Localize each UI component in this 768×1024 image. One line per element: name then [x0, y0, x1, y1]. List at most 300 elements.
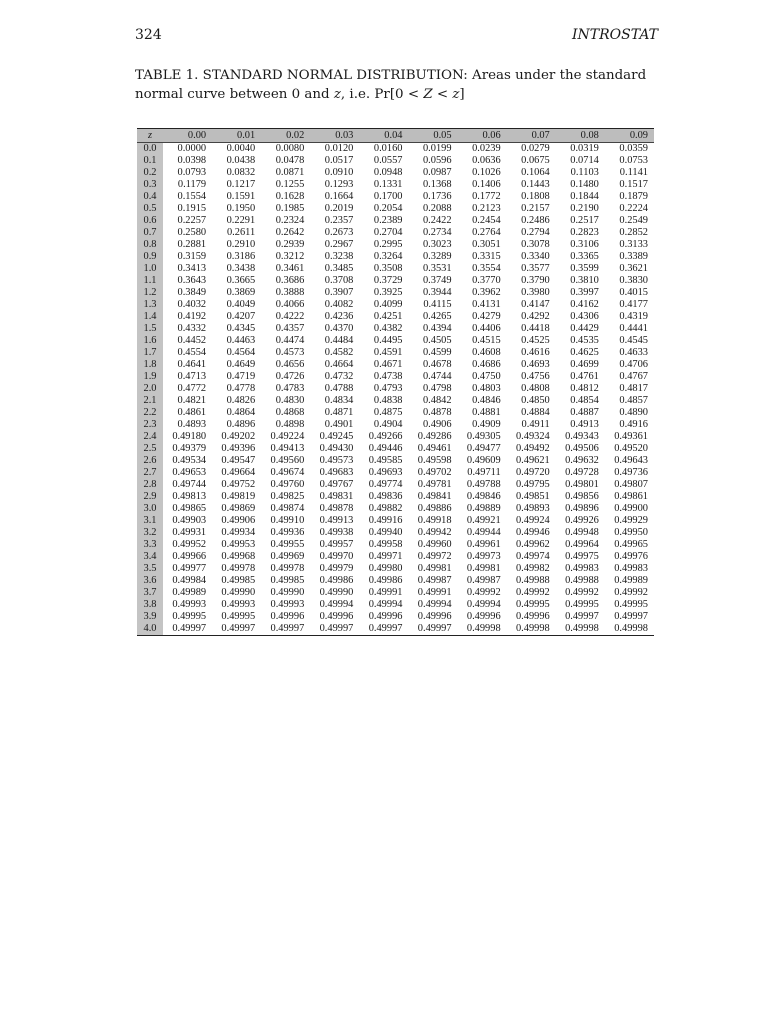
area-cell: 0.49992 [466, 587, 501, 598]
area-cell: 0.0987 [422, 167, 452, 178]
area-cell: 0.3508 [373, 263, 403, 274]
area-cell: 0.49970 [319, 551, 354, 562]
area-cell: 0.4484 [324, 335, 354, 346]
area-cell: 0.49995 [221, 611, 256, 622]
area-cell: 0.49990 [221, 587, 256, 598]
area-cell: 0.3643 [177, 275, 207, 286]
area-cell: 0.4625 [570, 347, 599, 358]
area-cell: 0.3554 [472, 263, 501, 274]
area-cell: 0.4857 [619, 395, 648, 406]
area-cell: 0.49977 [172, 563, 207, 574]
column-header: 0.07 [507, 129, 556, 143]
table-row [137, 299, 654, 311]
area-cell: 0.49997 [163, 623, 212, 636]
area-cell: 0.1064 [521, 167, 550, 178]
area-cell: 0.4699 [570, 359, 599, 370]
z-value-cell: 2.0 [137, 383, 163, 395]
area-cell: 0.4357 [275, 323, 305, 334]
area-cell: 0.49990 [319, 587, 354, 598]
area-cell: 0.2910 [226, 239, 256, 250]
running-title: INTROSTAT [572, 27, 658, 43]
area-cell: 0.49343 [565, 431, 599, 442]
z-value-cell: 0.4 [137, 191, 163, 203]
table-caption [135, 66, 660, 104]
area-cell: 0.49988 [515, 575, 550, 586]
table-row [137, 347, 654, 359]
z-value-cell: 3.1 [137, 515, 163, 527]
z-value-cell: 3.2 [137, 527, 163, 539]
column-header: 0.04 [359, 129, 408, 143]
area-cell: 0.49878 [319, 503, 354, 514]
table-row [137, 395, 654, 407]
area-cell: 0.4382 [373, 323, 403, 334]
table-header-row [137, 129, 654, 143]
z-value-cell: 3.8 [137, 599, 163, 611]
area-cell: 0.2549 [619, 215, 648, 226]
table-row [137, 431, 654, 443]
area-cell: 0.49981 [466, 563, 501, 574]
area-cell: 0.4207 [226, 311, 256, 322]
area-cell: 0.4525 [521, 335, 550, 346]
area-cell: 0.4788 [324, 383, 354, 394]
area-cell: 0.49900 [614, 503, 648, 514]
z-value-cell: 1.1 [137, 275, 163, 287]
area-cell: 0.49992 [565, 587, 599, 598]
area-cell: 0.4864 [226, 407, 256, 418]
area-cell: 0.49752 [221, 479, 256, 490]
table-row [137, 491, 654, 503]
table-row [137, 311, 654, 323]
area-cell: 0.2454 [472, 215, 501, 226]
area-cell: 0.4582 [324, 347, 354, 358]
column-header: 0.06 [458, 129, 507, 143]
area-cell: 0.4015 [619, 287, 648, 298]
area-cell: 0.0714 [570, 155, 599, 166]
area-cell: 0.2157 [521, 203, 550, 214]
area-cell: 0.49995 [515, 599, 550, 610]
area-cell: 0.49825 [270, 491, 305, 502]
area-cell: 0.49936 [270, 527, 305, 538]
area-cell: 0.1141 [619, 167, 648, 178]
z-value-cell: 1.5 [137, 323, 163, 335]
area-cell: 0.0871 [275, 167, 305, 178]
table-row [137, 215, 654, 227]
area-cell: 0.49990 [270, 587, 305, 598]
area-cell: 0.4713 [177, 371, 207, 382]
area-cell: 0.4738 [373, 371, 403, 382]
area-cell: 0.2852 [619, 227, 648, 238]
z-value-cell: 0.8 [137, 239, 163, 251]
table-row [137, 527, 654, 539]
z-value-cell: 0.7 [137, 227, 163, 239]
area-cell: 0.0753 [619, 155, 648, 166]
caption-text-1: Areas under the standard normal curve between 0 and [135, 68, 647, 102]
area-cell: 0.3686 [275, 275, 305, 286]
area-cell: 0.49993 [221, 599, 256, 610]
area-cell: 0.4821 [177, 395, 207, 406]
table-row [137, 263, 654, 275]
area-cell: 0.49980 [368, 563, 403, 574]
area-cell: 0.49819 [221, 491, 256, 502]
z-column-header: z [137, 129, 163, 143]
area-cell: 0.4418 [521, 323, 550, 334]
area-cell: 0.4817 [619, 383, 648, 394]
area-cell: 0.1879 [619, 191, 648, 202]
area-cell: 0.49781 [417, 479, 452, 490]
area-cell: 0.49976 [614, 551, 648, 562]
area-cell: 0.49987 [417, 575, 452, 586]
area-cell: 0.0948 [373, 167, 403, 178]
area-cell: 0.49931 [172, 527, 207, 538]
area-cell: 0.4750 [472, 371, 501, 382]
area-cell: 0.49788 [466, 479, 501, 490]
area-cell: 0.4319 [619, 311, 648, 322]
area-cell: 0.4881 [472, 407, 501, 418]
area-cell: 0.49996 [515, 611, 550, 622]
area-cell: 0.0080 [275, 143, 305, 154]
area-cell: 0.4798 [422, 383, 452, 394]
area-cell: 0.2123 [472, 203, 501, 214]
area-cell: 0.3869 [226, 287, 256, 298]
caption-var-z2: z [452, 87, 460, 102]
area-cell: 0.4772 [177, 383, 207, 394]
area-cell: 0.4846 [472, 395, 501, 406]
area-cell: 0.49987 [466, 575, 501, 586]
area-cell: 0.4911 [521, 419, 550, 430]
table-row [137, 467, 654, 479]
area-cell: 0.3133 [619, 239, 648, 250]
area-cell: 0.49995 [614, 599, 648, 610]
area-cell: 0.0199 [422, 143, 452, 154]
area-cell: 0.3315 [472, 251, 501, 262]
table-row [137, 407, 654, 419]
area-cell: 0.2734 [422, 227, 452, 238]
table-row [137, 203, 654, 215]
area-cell: 0.49983 [565, 563, 599, 574]
area-cell: 0.49957 [319, 539, 354, 550]
area-cell: 0.49180 [172, 431, 207, 442]
area-cell: 0.1554 [177, 191, 207, 202]
area-cell: 0.4664 [324, 359, 354, 370]
area-cell: 0.49609 [466, 455, 501, 466]
area-cell: 0.4898 [275, 419, 305, 430]
area-cell: 0.49913 [319, 515, 354, 526]
area-cell: 0.49736 [614, 467, 648, 478]
area-cell: 0.49896 [565, 503, 599, 514]
area-cell: 0.49955 [270, 539, 305, 550]
page-number: 324 [135, 27, 162, 43]
area-cell: 0.3413 [177, 263, 207, 274]
area-cell: 0.0478 [275, 155, 305, 166]
area-cell: 0.49996 [466, 611, 501, 622]
area-cell: 0.4554 [177, 347, 207, 358]
area-cell: 0.2257 [177, 215, 207, 226]
area-cell: 0.49906 [221, 515, 256, 526]
area-cell: 0.49396 [221, 443, 256, 454]
area-cell: 0.49979 [319, 563, 354, 574]
z-value-cell: 0.5 [137, 203, 163, 215]
area-cell: 0.49969 [270, 551, 305, 562]
area-cell: 0.49916 [368, 515, 403, 526]
table-row [137, 419, 654, 431]
area-cell: 0.49998 [458, 623, 507, 636]
area-cell: 0.49795 [515, 479, 550, 490]
table-row [137, 563, 654, 575]
column-header: 0.09 [605, 129, 654, 143]
area-cell: 0.49991 [417, 587, 452, 598]
area-cell: 0.49997 [212, 623, 261, 636]
caption-var-z: z [333, 87, 341, 102]
area-cell: 0.49924 [515, 515, 550, 526]
area-cell: 0.49996 [319, 611, 354, 622]
area-cell: 0.3708 [324, 275, 354, 286]
area-cell: 0.4761 [570, 371, 599, 382]
z-value-cell: 1.7 [137, 347, 163, 359]
area-cell: 0.49997 [565, 611, 599, 622]
area-cell: 0.3729 [373, 275, 403, 286]
table-row [137, 143, 654, 156]
area-cell: 0.4686 [472, 359, 501, 370]
area-cell: 0.49998 [556, 623, 605, 636]
area-cell: 0.4719 [226, 371, 256, 382]
area-cell: 0.1628 [275, 191, 305, 202]
area-cell: 0.49968 [221, 551, 256, 562]
area-cell: 0.49986 [319, 575, 354, 586]
area-cell: 0.3238 [324, 251, 354, 262]
caption-text-2: , i.e. Pr[0 < [340, 87, 424, 102]
area-cell: 0.49973 [466, 551, 501, 562]
area-cell: 0.49975 [565, 551, 599, 562]
area-cell: 0.2580 [177, 227, 207, 238]
area-cell: 0.0675 [521, 155, 550, 166]
area-cell: 0.4793 [373, 383, 403, 394]
area-cell: 0.49643 [614, 455, 648, 466]
area-cell: 0.2611 [226, 227, 256, 238]
area-cell: 0.2794 [521, 227, 550, 238]
area-cell: 0.49994 [319, 599, 354, 610]
area-cell: 0.49893 [515, 503, 550, 514]
area-cell: 0.1808 [521, 191, 550, 202]
area-cell: 0.0279 [521, 143, 550, 154]
area-cell: 0.4913 [570, 419, 599, 430]
area-cell: 0.0359 [619, 143, 648, 154]
area-cell: 0.3365 [570, 251, 599, 262]
area-cell: 0.4649 [226, 359, 256, 370]
area-cell: 0.4778 [226, 383, 256, 394]
area-cell: 0.49653 [172, 467, 207, 478]
area-cell: 0.49324 [515, 431, 550, 442]
area-cell: 0.4732 [324, 371, 354, 382]
table-row [137, 191, 654, 203]
area-cell: 0.3106 [570, 239, 599, 250]
area-cell: 0.49851 [515, 491, 550, 502]
area-cell: 0.49865 [172, 503, 207, 514]
area-cell: 0.4265 [422, 311, 452, 322]
area-cell: 0.49953 [221, 539, 256, 550]
area-cell: 0.3212 [275, 251, 305, 262]
area-cell: 0.3980 [521, 287, 550, 298]
area-cell: 0.2939 [275, 239, 305, 250]
area-cell: 0.49966 [172, 551, 207, 562]
area-cell: 0.49720 [515, 467, 550, 478]
area-cell: 0.4909 [472, 419, 501, 430]
area-cell: 0.49982 [515, 563, 550, 574]
area-cell: 0.1331 [373, 179, 403, 190]
area-cell: 0.1103 [570, 167, 599, 178]
area-cell: 0.49960 [417, 539, 452, 550]
z-value-cell: 2.8 [137, 479, 163, 491]
table-row [137, 359, 654, 371]
area-cell: 0.49997 [614, 611, 648, 622]
area-cell: 0.49992 [515, 587, 550, 598]
area-cell: 0.49621 [515, 455, 550, 466]
area-cell: 0.49767 [319, 479, 354, 490]
table-row [137, 539, 654, 551]
area-cell: 0.3340 [521, 251, 550, 262]
area-cell: 0.4099 [373, 299, 403, 310]
area-cell: 0.4896 [226, 419, 256, 430]
area-cell: 0.49886 [417, 503, 452, 514]
area-cell: 0.49585 [368, 455, 403, 466]
area-cell: 0.49560 [270, 455, 305, 466]
area-cell: 0.4177 [619, 299, 648, 310]
area-cell: 0.4893 [177, 419, 207, 430]
z-table [137, 128, 654, 636]
area-cell: 0.49921 [466, 515, 501, 526]
area-cell: 0.2995 [373, 239, 403, 250]
area-cell: 0.3389 [619, 251, 648, 262]
area-cell: 0.49948 [565, 527, 599, 538]
area-cell: 0.49477 [466, 443, 501, 454]
area-cell: 0.3078 [521, 239, 550, 250]
area-cell: 0.4535 [570, 335, 599, 346]
table-row [137, 575, 654, 587]
area-cell: 0.49918 [417, 515, 452, 526]
table-row [137, 287, 654, 299]
z-value-cell: 3.9 [137, 611, 163, 623]
z-value-cell: 2.2 [137, 407, 163, 419]
area-cell: 0.3577 [521, 263, 550, 274]
area-cell: 0.0517 [324, 155, 354, 166]
area-cell: 0.49991 [368, 587, 403, 598]
area-cell: 0.49831 [319, 491, 354, 502]
z-value-cell: 1.4 [137, 311, 163, 323]
z-value-cell: 2.3 [137, 419, 163, 431]
area-cell: 0.2881 [177, 239, 207, 250]
area-cell: 0.49598 [417, 455, 452, 466]
area-cell: 0.49985 [270, 575, 305, 586]
area-cell: 0.4842 [422, 395, 452, 406]
area-cell: 0.4726 [275, 371, 305, 382]
table-row [137, 227, 654, 239]
area-cell: 0.4332 [177, 323, 207, 334]
area-cell: 0.49961 [466, 539, 501, 550]
area-cell: 0.49728 [565, 467, 599, 478]
column-header: 0.03 [310, 129, 359, 143]
area-cell: 0.4834 [324, 395, 354, 406]
area-cell: 0.4887 [570, 407, 599, 418]
area-cell: 0.4279 [472, 311, 501, 322]
area-cell: 0.4515 [472, 335, 501, 346]
area-cell: 0.49760 [270, 479, 305, 490]
area-cell: 0.4826 [226, 395, 256, 406]
area-cell: 0.49664 [221, 467, 256, 478]
area-cell: 0.49971 [368, 551, 403, 562]
area-cell: 0.3621 [619, 263, 648, 274]
z-value-cell: 3.3 [137, 539, 163, 551]
area-cell: 0.4463 [226, 335, 256, 346]
area-cell: 0.4678 [422, 359, 452, 370]
area-cell: 0.49942 [417, 527, 452, 538]
z-value-cell: 3.7 [137, 587, 163, 599]
area-cell: 0.49994 [417, 599, 452, 610]
area-cell: 0.49841 [417, 491, 452, 502]
table-row [137, 611, 654, 623]
z-value-cell: 1.8 [137, 359, 163, 371]
area-cell: 0.49520 [614, 443, 648, 454]
area-cell: 0.49413 [270, 443, 305, 454]
area-cell: 0.49981 [417, 563, 452, 574]
area-cell: 0.4878 [422, 407, 452, 418]
area-cell: 0.2054 [373, 203, 403, 214]
normal-distribution-table [137, 128, 654, 636]
area-cell: 0.49861 [614, 491, 648, 502]
area-cell: 0.2704 [373, 227, 403, 238]
area-cell: 0.2764 [472, 227, 501, 238]
area-cell: 0.3749 [422, 275, 452, 286]
area-cell: 0.2422 [422, 215, 452, 226]
area-cell: 0.3264 [373, 251, 403, 262]
area-cell: 0.4573 [275, 347, 305, 358]
z-value-cell: 2.5 [137, 443, 163, 455]
area-cell: 0.49801 [565, 479, 599, 490]
area-cell: 0.4147 [521, 299, 550, 310]
area-cell: 0.4868 [275, 407, 305, 418]
area-cell: 0.0438 [226, 155, 256, 166]
area-cell: 0.4545 [619, 335, 648, 346]
area-cell: 0.49978 [221, 563, 256, 574]
area-cell: 0.4251 [373, 311, 403, 322]
area-cell: 0.4906 [422, 419, 452, 430]
area-cell: 0.4495 [373, 335, 403, 346]
area-cell: 0.0160 [373, 143, 403, 154]
area-cell: 0.49547 [221, 455, 256, 466]
area-cell: 0.49430 [319, 443, 354, 454]
z-value-cell: 2.9 [137, 491, 163, 503]
area-cell: 0.3925 [373, 287, 403, 298]
area-cell: 0.49994 [466, 599, 501, 610]
area-cell: 0.3944 [422, 287, 452, 298]
caption-text-3: < [432, 87, 453, 102]
area-cell: 0.49986 [368, 575, 403, 586]
area-cell: 0.2673 [324, 227, 354, 238]
area-cell: 0.49978 [270, 563, 305, 574]
area-cell: 0.49202 [221, 431, 256, 442]
area-cell: 0.4452 [177, 335, 207, 346]
area-cell: 0.2517 [570, 215, 599, 226]
area-cell: 0.1293 [324, 179, 354, 190]
area-cell: 0.4901 [324, 419, 354, 430]
area-cell: 0.49702 [417, 467, 452, 478]
area-cell: 0.49995 [172, 611, 207, 622]
z-value-cell: 2.4 [137, 431, 163, 443]
area-cell: 0.49683 [319, 467, 354, 478]
area-cell: 0.4850 [521, 395, 550, 406]
area-cell: 0.0239 [472, 143, 501, 154]
area-cell: 0.49711 [467, 467, 501, 478]
area-cell: 0.0319 [570, 143, 599, 154]
area-cell: 0.49305 [466, 431, 501, 442]
